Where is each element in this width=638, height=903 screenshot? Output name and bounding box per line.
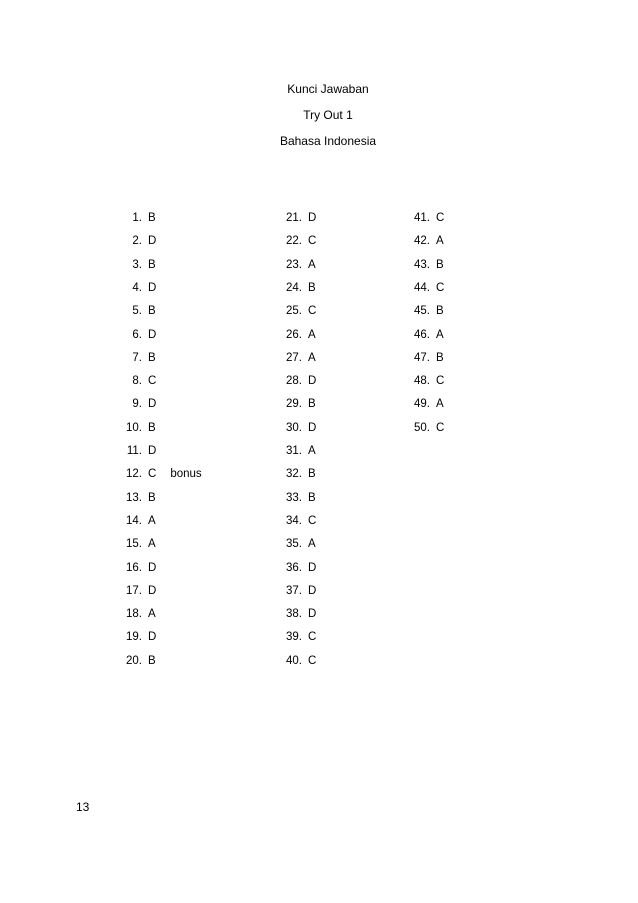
- answer-letter: D: [148, 328, 157, 341]
- question-number: 47.: [414, 351, 430, 364]
- question-number: 21.: [286, 212, 302, 224]
- answer-letter: D: [308, 212, 317, 224]
- answer-item: [270, 304, 316, 318]
- document-title: Kunci Jawaban: [287, 82, 369, 96]
- answer-item: [110, 444, 156, 458]
- question-number: 42.: [414, 235, 430, 248]
- answer-item: [270, 561, 316, 575]
- answer-item: [270, 514, 316, 528]
- question-number: 6.: [132, 328, 142, 341]
- answer-letter: A: [148, 514, 156, 527]
- answer-item: [110, 234, 156, 248]
- document-subject: Bahasa Indonesia: [279, 134, 377, 148]
- answer-letter: B: [436, 258, 444, 271]
- answer-item: [270, 444, 316, 458]
- answer-item: [110, 607, 156, 621]
- answer-letter: A: [308, 351, 316, 364]
- answer-item: [398, 374, 444, 388]
- answer-letter: B: [148, 654, 156, 667]
- answer-letter: B: [148, 421, 156, 434]
- answer-item: [270, 630, 316, 644]
- document-subtitle: Try Out 1: [303, 108, 353, 122]
- answer-item: [270, 258, 316, 272]
- question-number: 9.: [132, 398, 142, 411]
- answer-item: [270, 421, 316, 435]
- answer-item: [398, 328, 444, 342]
- answer-item: [270, 374, 316, 388]
- answer-letter: A: [308, 328, 316, 341]
- answer-item: [398, 234, 444, 248]
- answer-letter: D: [308, 421, 317, 434]
- answer-item: [110, 211, 156, 225]
- question-number: 44.: [414, 281, 430, 294]
- answer-item: [270, 351, 316, 365]
- answer-item: [398, 421, 444, 435]
- answer-item: [110, 630, 156, 644]
- question-number: 28.: [286, 375, 302, 388]
- answer-item: [110, 397, 156, 411]
- answer-letter: D: [148, 235, 157, 248]
- answer-letter: D: [148, 398, 157, 411]
- answer-item: [110, 467, 202, 481]
- answer-letter: D: [308, 608, 317, 621]
- question-number: 20.: [126, 654, 142, 667]
- answer-letter: B: [308, 281, 316, 294]
- question-number: 7.: [132, 351, 142, 364]
- question-number: 4.: [132, 281, 142, 294]
- answer-letter: B: [148, 491, 156, 504]
- answer-letter: B: [148, 212, 156, 224]
- answer-letter: C: [308, 654, 317, 667]
- question-number: 33.: [286, 491, 302, 504]
- answer-letter: C: [148, 375, 157, 388]
- answer-item: [398, 211, 444, 225]
- answer-letter: A: [308, 445, 316, 457]
- answer-letter: D: [148, 445, 157, 457]
- question-number: 31.: [286, 445, 302, 457]
- question-number: 29.: [286, 398, 302, 411]
- question-number: 23.: [286, 258, 302, 271]
- answer-item: [270, 467, 316, 481]
- question-number: 25.: [286, 305, 302, 318]
- answer-item: [110, 328, 156, 342]
- answer-letter: D: [148, 281, 157, 294]
- answer-letter: C: [436, 212, 445, 224]
- question-number: 5.: [132, 305, 142, 318]
- question-number: 32.: [286, 468, 302, 481]
- question-number: 1.: [132, 212, 142, 224]
- answer-item: [270, 397, 316, 411]
- answer-item: [270, 328, 316, 342]
- answer-letter: D: [308, 584, 317, 597]
- answer-item: [110, 281, 156, 295]
- answer-letter: A: [308, 258, 316, 271]
- answer-letter: B: [148, 305, 156, 318]
- answer-item: [110, 584, 156, 598]
- question-number: 10.: [126, 421, 142, 434]
- page-number: 13: [76, 800, 90, 814]
- question-number: 17.: [126, 584, 142, 597]
- answer-letter: B: [436, 351, 444, 364]
- answer-item: [270, 607, 316, 621]
- question-number: 22.: [286, 235, 302, 248]
- answer-item: [270, 281, 316, 295]
- answer-letter: D: [148, 584, 157, 597]
- answer-letter: C: [308, 305, 317, 318]
- question-number: 41.: [414, 212, 430, 224]
- answer-letter: B: [148, 258, 156, 271]
- answer-letter: C: [308, 235, 317, 248]
- answer-item: [398, 397, 444, 411]
- question-number: 45.: [414, 305, 430, 318]
- answer-letter: A: [436, 328, 444, 341]
- answer-letter: C: [436, 281, 445, 294]
- answer-item: [398, 304, 444, 318]
- answer-item: [270, 537, 316, 551]
- answer-letter: A: [436, 398, 444, 411]
- answer-letter: D: [148, 631, 157, 644]
- question-number: 14.: [126, 514, 142, 527]
- question-number: 19.: [126, 631, 142, 644]
- answer-item: [110, 537, 156, 551]
- question-number: 36.: [286, 561, 302, 574]
- question-number: 34.: [286, 514, 302, 527]
- answer-item: [398, 258, 444, 272]
- question-number: 30.: [286, 421, 302, 434]
- question-number: 38.: [286, 608, 302, 621]
- answer-item: [270, 654, 316, 668]
- answer-item: [110, 351, 156, 365]
- answer-letter: A: [148, 538, 156, 551]
- question-number: 43.: [414, 258, 430, 271]
- question-number: 18.: [126, 608, 142, 621]
- answer-item: [110, 654, 156, 668]
- question-number: 27.: [286, 351, 302, 364]
- answer-letter: B: [308, 468, 316, 481]
- answer-item: [110, 514, 156, 528]
- answer-letter: D: [308, 375, 317, 388]
- question-number: 16.: [126, 561, 142, 574]
- answer-letter: D: [148, 561, 157, 574]
- question-number: 2.: [132, 235, 142, 248]
- answer-letter: D: [308, 561, 317, 574]
- answer-letter: C: [308, 631, 317, 644]
- question-number: 46.: [414, 328, 430, 341]
- answer-item: [110, 421, 156, 435]
- answer-letter: A: [436, 235, 444, 248]
- answer-item: [270, 211, 316, 225]
- question-number: 11.: [126, 445, 142, 457]
- answer-item: [270, 234, 316, 248]
- answer-letter: A: [308, 538, 316, 551]
- question-number: 37.: [286, 584, 302, 597]
- answer-item: [270, 491, 316, 505]
- answer-letter: B: [308, 398, 316, 411]
- question-number: 24.: [286, 281, 302, 294]
- answer-letter: A: [148, 608, 156, 621]
- answer-letter: B: [308, 491, 316, 504]
- answer-item: [270, 584, 316, 598]
- question-number: 49.: [414, 398, 430, 411]
- question-number: 3.: [132, 258, 142, 271]
- answer-item: [110, 491, 156, 505]
- answer-note: bonus: [170, 468, 202, 481]
- question-number: 50.: [414, 421, 430, 434]
- answer-letter: C: [308, 514, 317, 527]
- question-number: 26.: [286, 328, 302, 341]
- question-number: 35.: [286, 538, 302, 551]
- answer-item: [110, 561, 156, 575]
- answer-item: [398, 351, 444, 365]
- answer-item: [110, 304, 156, 318]
- answer-letter: B: [148, 351, 156, 364]
- question-number: 48.: [414, 375, 430, 388]
- question-number: 12.: [126, 468, 142, 481]
- answer-letter: C: [436, 375, 445, 388]
- answer-letter: C: [148, 468, 157, 481]
- answer-item: [110, 258, 156, 272]
- question-number: 15.: [126, 538, 142, 551]
- question-number: 40.: [286, 654, 302, 667]
- question-number: 39.: [286, 631, 302, 644]
- answer-item: [398, 281, 444, 295]
- question-number: 8.: [132, 375, 142, 388]
- answer-letter: B: [436, 305, 444, 318]
- answer-item: [110, 374, 156, 388]
- answer-letter: C: [436, 421, 445, 434]
- question-number: 13.: [126, 491, 142, 504]
